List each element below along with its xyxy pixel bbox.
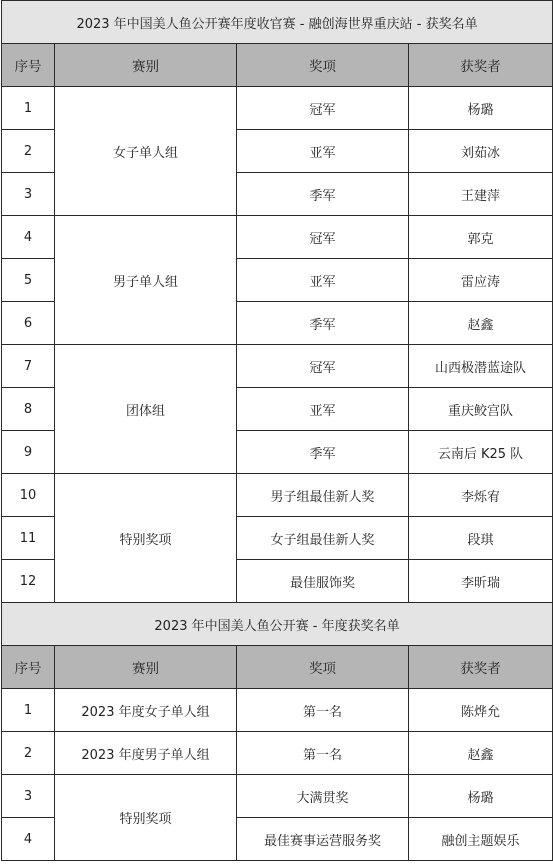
winner-cell: 陈烨允 (409, 689, 553, 732)
row-number: 4 (2, 818, 55, 861)
award-cell: 最佳服饰奖 (237, 560, 409, 603)
table1-title: 2023 年中国美人鱼公开赛年度收官赛 - 融创海世界重庆站 - 获奖名单 (2, 1, 553, 44)
award-cell: 冠军 (237, 216, 409, 259)
winner-cell: 雷应涛 (409, 259, 553, 302)
row-number: 3 (2, 775, 55, 818)
award-cell: 亚军 (237, 388, 409, 431)
winner-cell: 云南后 K25 队 (409, 431, 553, 474)
table-row (2, 732, 553, 775)
award-cell: 大满贯奖 (237, 775, 409, 818)
award-cell: 亚军 (237, 130, 409, 173)
row-number: 5 (2, 259, 55, 302)
row-number: 2 (2, 732, 55, 775)
winner-cell: 赵鑫 (409, 732, 553, 775)
row-number: 6 (2, 302, 55, 345)
winner-cell: 李昕瑞 (409, 560, 553, 603)
row-number: 4 (2, 216, 55, 259)
award-cell: 第一名 (237, 732, 409, 775)
category-cell: 团体组 (55, 345, 237, 474)
award-cell: 最佳赛事运营服务奖 (237, 818, 409, 861)
header-category: 赛别 (55, 44, 237, 87)
category-cell: 2023 年度女子单人组 (55, 689, 237, 732)
header-number: 序号 (2, 44, 55, 87)
winner-cell: 刘茹冰 (409, 130, 553, 173)
table-row (2, 345, 553, 388)
row-number: 12 (2, 560, 55, 603)
award-cell: 季军 (237, 302, 409, 345)
table2-header-row (2, 646, 553, 689)
table-row (2, 87, 553, 130)
winner-cell: 王建萍 (409, 173, 553, 216)
table-row (2, 689, 553, 732)
category-cell: 特别奖项 (55, 474, 237, 603)
winner-cell: 杨璐 (409, 775, 553, 818)
winner-cell: 重庆鲛宫队 (409, 388, 553, 431)
header-winner: 获奖者 (409, 646, 553, 689)
category-cell: 女子单人组 (55, 87, 237, 216)
winner-cell: 杨璐 (409, 87, 553, 130)
header-winner: 获奖者 (409, 44, 553, 87)
table-row (2, 775, 553, 818)
results-table (1, 0, 553, 861)
award-cell: 第一名 (237, 689, 409, 732)
award-cell: 季军 (237, 431, 409, 474)
award-cell: 冠军 (237, 345, 409, 388)
winner-cell: 李烁宥 (409, 474, 553, 517)
award-cell: 季军 (237, 173, 409, 216)
table-row (2, 474, 553, 517)
award-cell: 女子组最佳新人奖 (237, 517, 409, 560)
winner-cell: 融创主题娱乐 (409, 818, 553, 861)
award-cell: 亚军 (237, 259, 409, 302)
header-award: 奖项 (237, 646, 409, 689)
award-cell: 冠军 (237, 87, 409, 130)
row-number: 10 (2, 474, 55, 517)
winner-cell: 山西极潜蓝途队 (409, 345, 553, 388)
table1-header-row (2, 44, 553, 87)
category-cell: 男子单人组 (55, 216, 237, 345)
row-number: 9 (2, 431, 55, 474)
table1-title-row (2, 1, 553, 44)
table2-title: 2023 年中国美人鱼公开赛 - 年度获奖名单 (2, 603, 553, 646)
header-category: 赛别 (55, 646, 237, 689)
row-number: 7 (2, 345, 55, 388)
row-number: 1 (2, 87, 55, 130)
header-award: 奖项 (237, 44, 409, 87)
row-number: 2 (2, 130, 55, 173)
category-cell: 2023 年度男子单人组 (55, 732, 237, 775)
table2-title-row (2, 603, 553, 646)
winner-cell: 郭克 (409, 216, 553, 259)
award-cell: 男子组最佳新人奖 (237, 474, 409, 517)
row-number: 1 (2, 689, 55, 732)
row-number: 3 (2, 173, 55, 216)
table-row (2, 216, 553, 259)
row-number: 8 (2, 388, 55, 431)
header-number: 序号 (2, 646, 55, 689)
row-number: 11 (2, 517, 55, 560)
winner-cell: 赵鑫 (409, 302, 553, 345)
category-cell: 特别奖项 (55, 775, 237, 861)
winner-cell: 段琪 (409, 517, 553, 560)
